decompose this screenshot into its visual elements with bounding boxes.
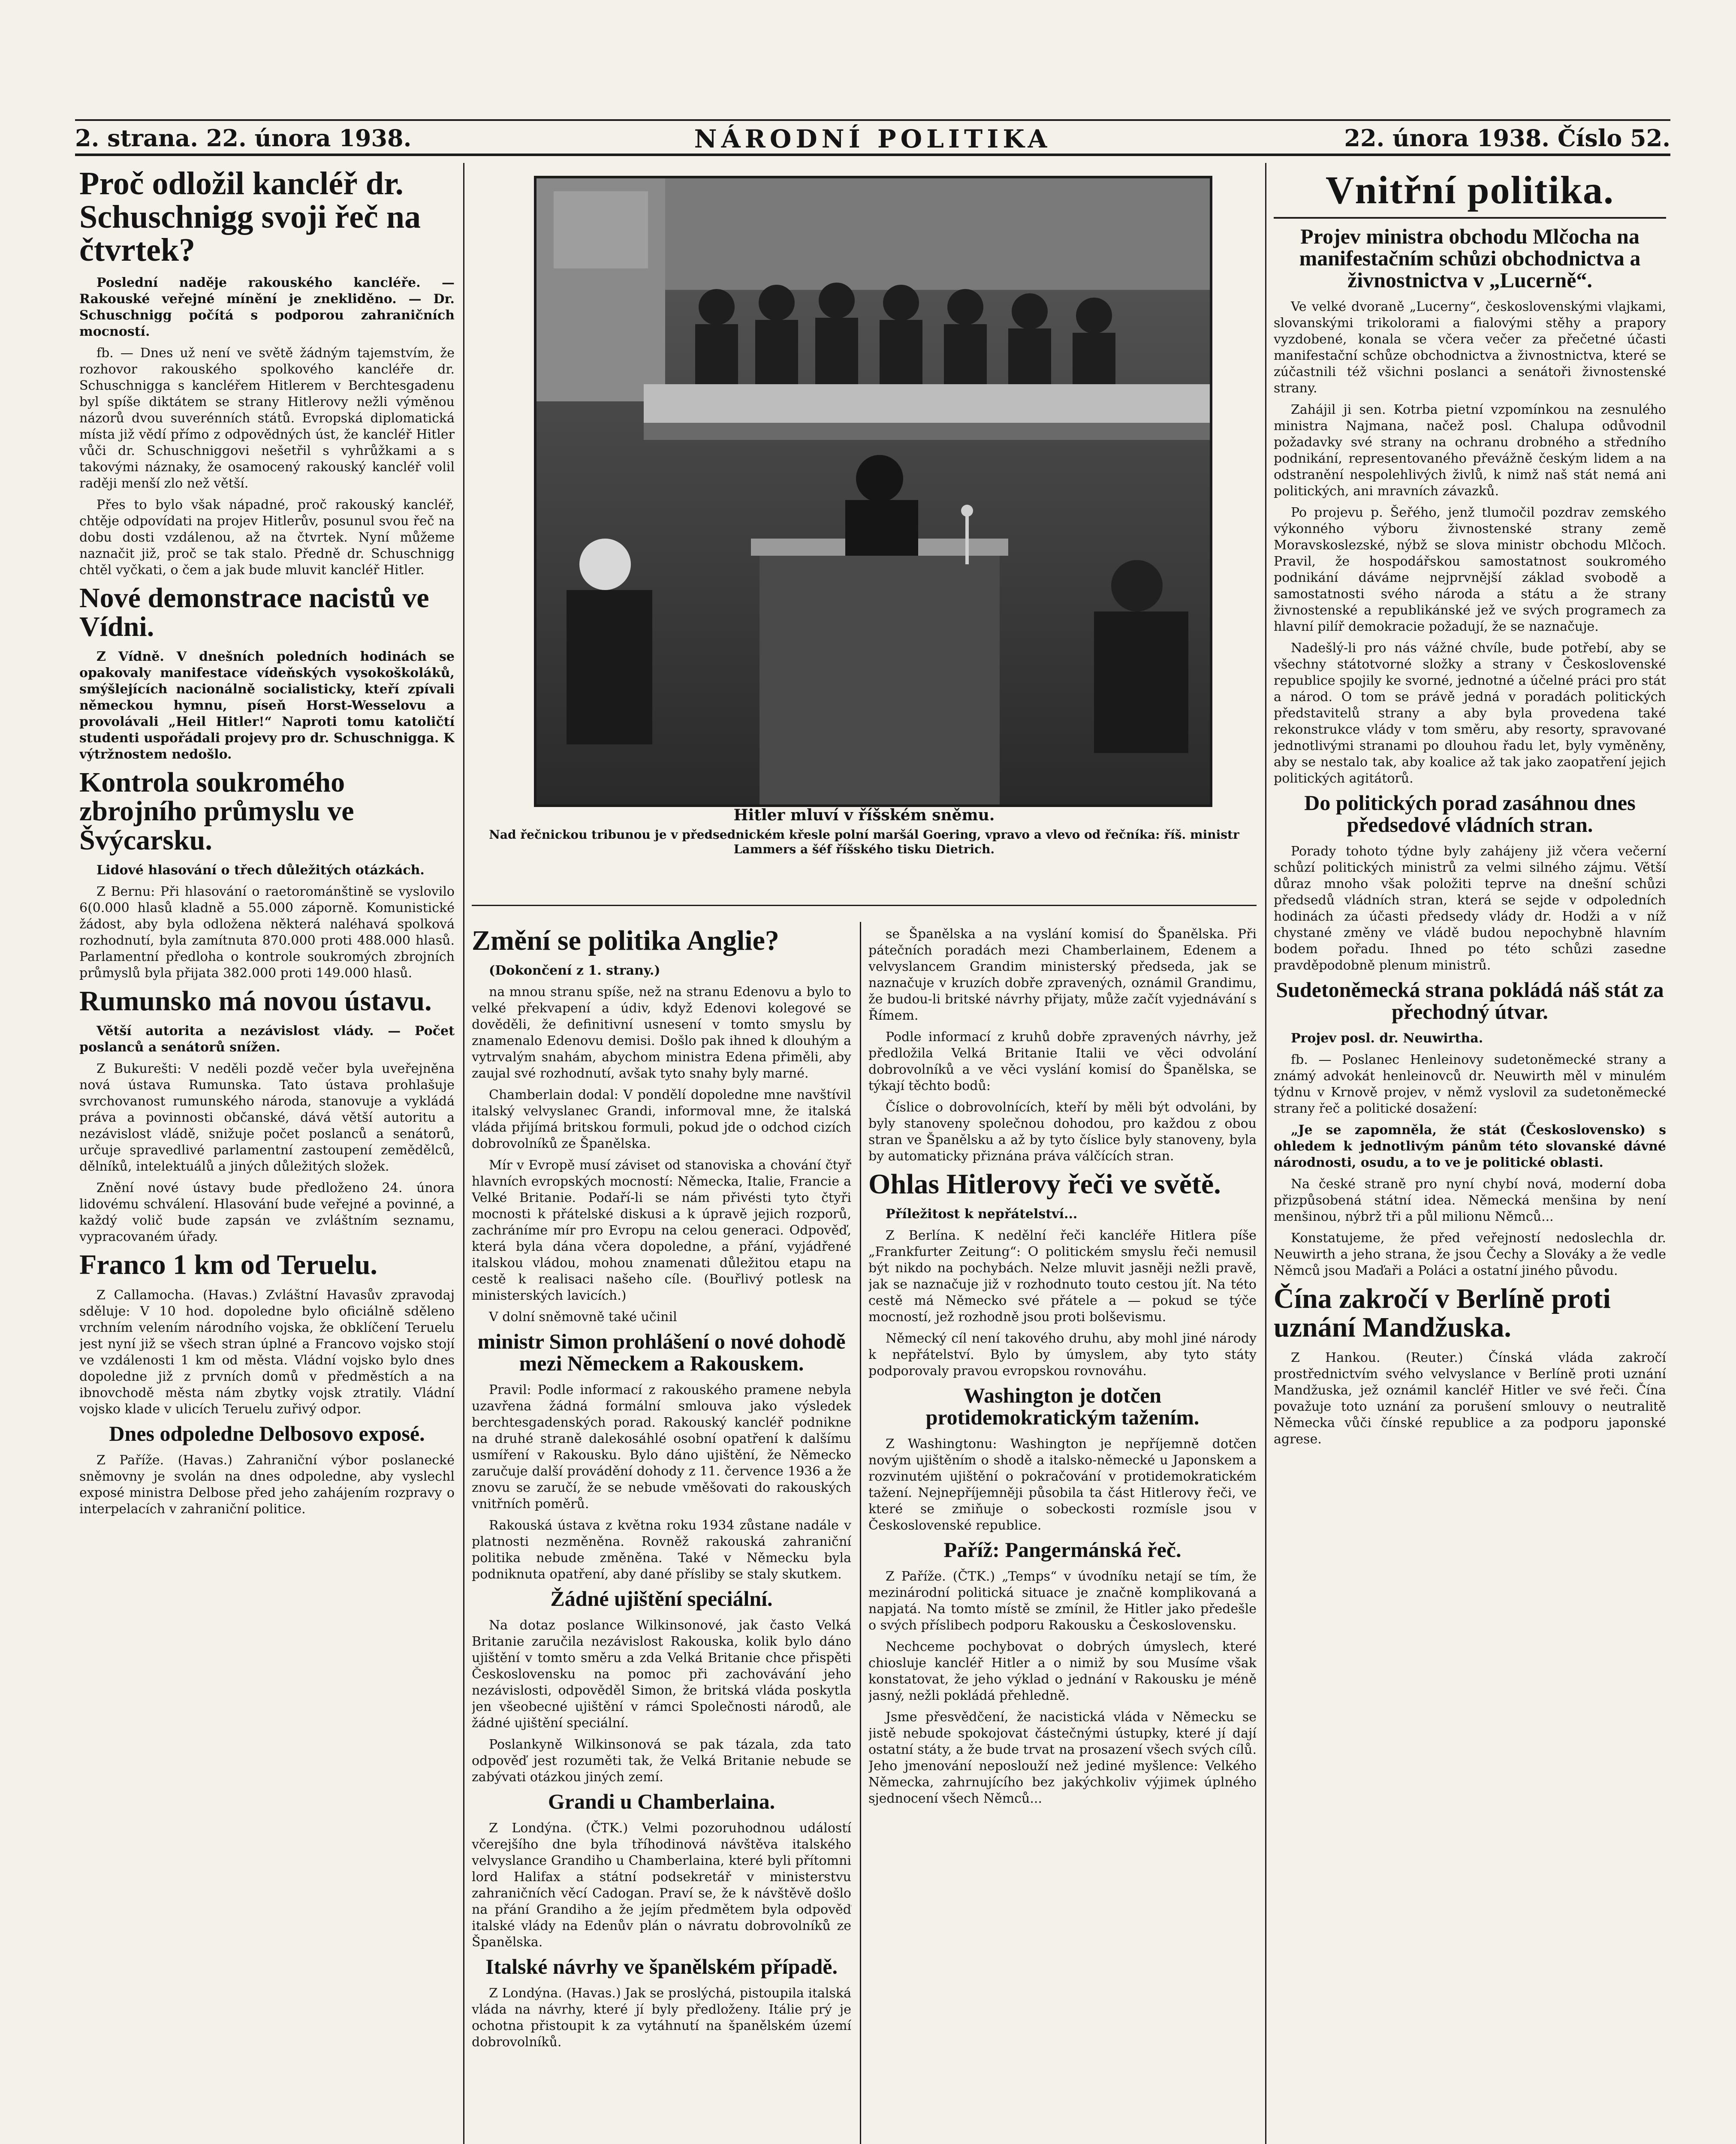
article-anglie (472, 926, 851, 1325)
paragraph: Poslankyně Wilkinsonová se pak tázala, zda tato odpověď jest rozuměti tak, že Velká Britanie nebude se zabývati otázkou jiných zemí. (472, 1737, 851, 1785)
article-swiss-arms (79, 768, 455, 982)
article-grandi (472, 1791, 851, 1951)
paragraph: Z Washingtonu: Washington je nepříjemně dotčen novým ujištěním o shodě a italsko-německé u Japonskem a rozvinutém ujištění o pokračování v protidemokratickém tažení. Nejnepříjemněji působila ta část Hitlerovy řeči, ve které se zmiňuje o sobeckosti rozmísle jsou v Československé republice. (868, 1436, 1257, 1533)
headline: Washington je dotčen protidemokratickým tažením. (925, 1383, 1200, 1430)
photo-hitler-reichstag (534, 176, 1212, 807)
paragraph: Podle informací z kruhů dobře zpravených návrhy, jež předložila Velká Britanie Italii ve věci odvolání dobrovolníků a ve věci vyslání komisí do Španělska, se týkají těchto bodů: (868, 1030, 1257, 1093)
deck: (Dokončení z 1. strany.) (489, 963, 660, 979)
article-anglie-continued (868, 926, 1257, 1165)
paragraph: Chamberlain dodal: V pondělí dopoledne mne navštívil italský velvyslanec Grandi, informoval mne, že italská vláda přijímá britskou formuli, pokud jde o odchod cizích dobrovolníků ze Španělska. (472, 1087, 851, 1152)
article-washington (868, 1385, 1257, 1534)
headline: Dnes odpoledne Delbosovo exposé. (109, 1421, 425, 1445)
paragraph: Z Paříže. (Havas.) Zahraniční výbor poslanecké sněmovny je svolán na dnes odpoledne, aby vyslechl exposé ministra Delbose před jeho zahájením rozpravy o interpelacích v zahraniční politice. (79, 1452, 455, 1517)
headline: Projev ministra obchodu Mlčocha na manifestačním schůzi obchodnictva a živnostnictva v „Lucerně“. (1299, 224, 1641, 292)
paragraph: Z Bukurešti: V neděli pozdě večer byla uveřejněna nová ústava Rumunska. Tato ústava prohlašuje svrchovanost rumunského národa, stanovuje a vykládá práva a povinnosti občanské, dává větší autoritu a nezávislost vládě, snižuje počet poslanců a senátorů, určuje spravedlivé parlamentní zastoupení zemědělců, dělníků, intelektuálů a jiných důležitých složek. (79, 1061, 455, 1174)
column-rule-3 (1265, 163, 1266, 2144)
deck: Větší autorita a nezávislost vlády. — Počet poslanců a senátorů snížen. (79, 1024, 455, 1055)
masthead-page-date: 2. strana. 22. února 1938. (75, 124, 412, 152)
article-sudetonemecka (1274, 979, 1666, 1279)
paragraph: Zahájil ji sen. Kotrba pietní vzpomínkou na zesnulého ministra Najmana, načež posl. Chalupa odůvodnil požadavky své strany na ochranu drobného a středního podnikání, representovaného převážně českým lidem a na odstranění nespolehlivých živlů, k nimž naš stát nemá ani politických, ani mravních závazků. (1274, 402, 1666, 499)
deck: Příležitost k nepřátelství... (886, 1207, 1078, 1222)
paragraph: V dolní sněmovně také učinil (489, 1310, 677, 1325)
paragraph: „Je se zapomněla, že stát (Československo) s ohledem k jednotlivým pánům této slovanské dávné národnosti, osudu, a to ve je politické oblasti. (1274, 1123, 1666, 1170)
column-rule-1 (463, 163, 464, 2144)
photo-bottom-rule (472, 905, 1257, 906)
section-rule (1274, 217, 1666, 219)
photo-caption-title: Hitler mluví v říšském sněmu. (733, 806, 995, 824)
headline: Sudetoněmecká strana pokládá náš stát za přechodný útvar. (1276, 978, 1664, 1024)
article-nazi-demonstrations (79, 584, 455, 763)
article-schuschnigg (79, 167, 455, 578)
paragraph: fb. — Poslanec Henleinovy sudetoněmecké strany a známý advokát henleinovců dr. Neuwirth měl v minulém týdnu v Krnově projev, v němž vyslovil za sudetoněmecké strany řeč a politické dosažení: (1274, 1052, 1666, 1116)
photo-illustration (536, 178, 1210, 804)
paragraph: Na české straně pro nyní chybí nová, moderní doba přizpůsobená státní idea. Německá menšina by není menšinou, nýbrž tři a půl milionu Němců... (1274, 1177, 1666, 1224)
column-1 (79, 167, 455, 2144)
paragraph: fb. — Dnes už není ve světě žádným tajemstvím, že rozhovor rakouského spolkového kancléře dr. Schuschnigga s kancléřem Hitlerem v Berchtesgadenu byl spíše diktátem se strany Hitlerovy nežli výměnou názorů dvou suverénních států. Evropská diplomatická místa již vědí přímo z odpovědných úst, že kancléř Hitler vůči dr. Schuschniggovi nešetřil s vyhrůžkami a s takovými náznaky, že osamocený rakouský kancléř volil raději menší zlo než větší. (79, 345, 455, 491)
paragraph: Po projevu p. Šeřého, jenž tlumočil pozdrav zemského výkonného výboru živnostenské strany země Moravskoslezské, nýbž se slova ministr obchodu Mlčoch. Pravil, že hospodářskou samostatnost soukromého podnikání dáváme nejprvnější základ svobodě a samostatnosti svého národa a státu a že strany živnostenské a republikánské jež ve svých programech za hlavní pilíř demokracie požadují, že se naznačuje. (1274, 505, 1666, 634)
paragraph: Z Londýna. (Havas.) Jak se proslýchá, pistoupila italská vláda na návrhy, které jí byly předloženy. Itálie prý je ochotna přistoupit k za vytáhnutí na španělském území dobrovolníků. (472, 1986, 851, 2050)
deck: Poslední naděje rakouského kancléře. — Rakouské veřejné mínění je znekliděno. — Dr. Schuschnigg počítá s podporou zahraničních mocností. (79, 275, 455, 339)
article-romania-constitution (79, 987, 455, 1245)
section-title: Vnitřní politika. (1325, 168, 1614, 212)
headline: Rumunsko má novou ústavu. (79, 985, 432, 1017)
article-mlcoch (1274, 226, 1666, 787)
paragraph: Přes to bylo však nápadné, proč rakouský kancléř, chtěje odpovídati na projev Hitlerův, posunul svou řeč na dobu dosti vzdálenou, až na čtvrtek. Nyní můžeme naznačit již, proč se tak stalo. Předně dr. Schuschnigg chtěl vyčkati, o čem a jak bude mluvit kancléř Hitler. (79, 497, 455, 578)
headline: Žádné ujištění speciální. (550, 1587, 773, 1611)
top-rule (75, 119, 1670, 121)
paragraph: se Španělska a na vyslání komisí do Španělska. Při pátečních poradách mezi Chamberlainem, Edenem a velvyslancem Grandim ministerský předseda, jak se naznačuje v kruzích dobře zpravených, oznámil Grandimu, že budou-li britské návrhy přijaty, může začít vyjednávání s Římem. (868, 927, 1257, 1023)
paragraph: Nechceme pochybovat o dobrých úmyslech, které chiosluje kancléř Hitler a o nimiž by sou Musíme však konstatovat, že jeho výklad o jednání v Rakousku je méně jasný, nežli pokládá přehledně. (868, 1639, 1257, 1704)
headline: Nové demonstrace nacistů ve Vídni. (79, 582, 429, 642)
paragraph: Pravil: Podle informací z rakouského pramene nebyla uzavřena žádná formální smlouva jako výsledek berchtesgadenských porad. Rakouský kancléř podnikne na druhé straně dalekosáhlé osobní opatření k dalšímu usmíření v Rakousku. Bylo dáno ujištění, že Německo zaručuje další provádění dohody z 11. července 1936 a že znovu se zaručí, že se nebude vměšovati do rakouských vnitřních poměrů. (472, 1382, 851, 1512)
article-delbos (79, 1423, 455, 1518)
article-porady (1274, 792, 1666, 974)
deck: Lidové hlasování o třech důležitých otázkách. (96, 863, 425, 878)
headline: Ohlas Hitlerovy řeči ve světě. (868, 1168, 1221, 1200)
headline: Změní se politika Anglie? (472, 926, 779, 956)
article-ohlas (868, 1170, 1257, 1379)
paragraph: Mír v Evropě musí záviset od stanoviska a chování čtyř hlavních evropských mocností: Německa, Italie, Francie a Velké Britanie. Podaří-li se nám přivésti tyto čtyři mocnosti k přátelské diskusi a k úpravě jejich rozporů, zachráníme mír pro Evropu na celou generaci. Odpověď, která byla dána včera dopoledne, a přání, vyjádřené italskou vládou, mohou znamenati důležitou etapu na cestě k realisaci našeho cíle. (Bouřlivý potlesk na ministerských lavicích.) (472, 1158, 851, 1304)
headline: Grandi u Chamberlaina. (548, 1789, 775, 1814)
column-2 (472, 926, 851, 2144)
deck: Projev posl. dr. Neuwirtha. (1291, 1031, 1483, 1046)
paragraph: Jsme přesvědčení, že nacistická vláda v Německu se jistě nebude spokojovat částečnými ústupky, které jí dají ostatní státy, a že bude trvat na prosazení všech svých cílů. Jeho jmenování neposlouží než jediné myšlence: Velkého Německa, zahrnujícího bez jakýchkoliv výjimek úplného sjednocení všech Němců... (868, 1710, 1257, 1807)
newspaper-title: NÁRODNÍ POLITIKA (694, 124, 1052, 154)
paragraph: Z Londýna. (ČTK.) Velmi pozoruhodnou událostí včerejšího dne byla tříhodinová návštěva italského velvyslance Grandiho u Chamberlaina, které byli přítomni lord Halifax a státní podsekretář v ministerstvu zahraničních věcí Cadogan. Praví se, že k návštěvě došlo na přání Grandiho a že jejím předmětem byla odpověď italské vlády na Edenův plán o návratu dobrovolníků ze Španělska. (472, 1821, 851, 1950)
masthead (75, 124, 1670, 154)
paragraph: na mnou stranu spíše, než na stranu Edenovu a bylo to velké překvapení a údiv, když Edenovi kolegové se dověděli, že definitivní usnesení v tomto smyslu by znamenalo Edenovu demisi. Došlo pak ihned k dlouhým a vytrvalým snahám, abychom ministra Edena přiměli, aby zaujal své rozhodnutí, avšak tyto snahy byly marné. (472, 985, 851, 1081)
headline: ministr Simon prohlášení o nové dohodě mezi Německem a Rakouskem. (477, 1329, 846, 1376)
column-4 (1274, 167, 1666, 2144)
headline: Čína zakročí v Berlíně proti uznání Mandžuska. (1274, 1283, 1611, 1343)
paragraph: Z Hankou. (Reuter.) Čínská vláda zakročí prostřednictvím svého velvyslance v Berlíně proti uznání Mandžuska, jež oznámil kancléř Hitler ve své řeči. Čína považuje toto uznání za porušení smlouvy o neutralitě Německa vůči čínské republice a za podporu japonské agrese. (1274, 1350, 1666, 1447)
headline: Italské návrhy ve španělském případě. (485, 1954, 838, 1979)
paragraph: Konstatujeme, že před veřejností nedoslechla dr. Neuwirth a jeho strana, že jsou Čechy a Slováky a že vedle Němců jsou Maďaři a Poláci a ostatní jiného původu. (1274, 1231, 1666, 1278)
article-franco-teruel (79, 1250, 455, 1417)
paragraph: Německý cíl není takového druhu, aby mohl jiné národy k nepřátelství. Bylo by úmyslem, aby tyto státy podporovaly pravou evropskou rovnováhu. (868, 1331, 1257, 1379)
headline: Do politických porad zasáhnou dnes předsedové vládních stran. (1304, 791, 1636, 837)
headline: Paříž: Pangermánská řeč. (943, 1538, 1181, 1562)
paragraph: Znění nové ústavy bude předloženo 24. února lidovému schválení. Hlasování bude veřejné a povinné, a každý volič bude zapsán ve zvláštním seznamu, vypracovaném úřady. (79, 1180, 455, 1245)
article-italske-navrhy (472, 1956, 851, 2051)
paragraph: Z Berlína. K nedělní řeči kancléře Hitlera píše „Frankfurter Zeitung“: O politickém smyslu řeči nemusil být nikdo na pochybách. Nelze mluvit jasněji nežli pravě, jak se naznačuje již v rozhodnuto touto cestou jít. Na této cestě má Německo své přátele a — pokud se týče mocností, jež rozhodně jsou proti bolševismu. (868, 1228, 1257, 1325)
article-pariz (868, 1539, 1257, 1807)
column-3 (868, 926, 1257, 2144)
article-simon (472, 1331, 851, 1583)
headline: Proč odložil kancléř dr. Schuschnigg svoji řeč na čtvrtek? (79, 167, 421, 268)
masthead-issue: 22. února 1938. Číslo 52. (1344, 124, 1670, 152)
paragraph: Z Vídně. V dnešních poledních hodinách se opakovaly manifestace vídeňských vysokoškoláků, smýšlejících nacionálně socialisticky, kteří zpívali německou hymnu, píseň Horst-Wesselovu a provolávali „Heil Hitler!“ Naproti tomu katoličtí studenti uspořádali projevy pro dr. Schuschnigga. K výtržnostem nedošlo. (79, 649, 455, 762)
paragraph: Ve velké dvoraně „Lucerny“, československými vlajkami, slovanskými trikolorami a fialovými stěhy a prapory vyzdobené, konala se včera večer za přečetné účasti manifestační schůze obchodnictva a živnostnictva, které se zúčastnili též všichni poslanci a senátoři živnostenské strany. (1274, 299, 1666, 396)
paragraph: Číslice o dobrovolnících, kteří by měli být odvoláni, by byly stanoveny společnou dohodou, pro každou z obou stran ve Španělsku a až by tyto číslice byly stanoveny, byla by automaticky přiznána práva válčících stran. (868, 1100, 1257, 1164)
column-rule-2 (860, 922, 861, 2144)
article-cina (1274, 1284, 1666, 1448)
paragraph: Porady tohoto týdne byly zahájeny již včera večerní schůzí politických ministrů za velmi silného zájmu. Větší důraz mnoho však položiti teprve na dnešní schůzi předsedů vládních stran, která se sejde v odpoledních hodinách za účasti předsedy vlády dr. Hodži a v níž chystané změny ve vládě budou nepochybně hlavním bodem pořadu. Ihned po této schůzi zasedne pravděpodobně plenum ministrů. (1274, 844, 1666, 973)
headline: Kontrola soukromého zbrojního průmyslu ve Švýcarsku. (79, 767, 354, 856)
paragraph: Na dotaz poslance Wilkinsonové, jak často Velká Britanie zaručila nezávislost Rakouska, kolik bylo dáno ujištění v tomto směru a zda Velká Britanie chce přispěti Československu na pomoc při zachovávání jeho nezávislosti, odpověděl Simon, že britská vláda poskytla jen všeobecné ujištění v rámci Společnosti národů, ale žádné ujištění speciální. (472, 1618, 851, 1731)
article-zadne-ujisteni (472, 1588, 851, 1786)
paragraph: Rakouská ústava z května roku 1934 zůstane nadále v platnosti nezměněna. Rovněž rakouská zahraniční politika nebude změněna. Také v Německu byla podniknuta opatření, aby dané přísliby se staly skutkem. (472, 1518, 851, 1582)
masthead-rule (75, 154, 1670, 156)
paragraph: Z Callamocha. (Havas.) Zvláštní Havasův zpravodaj sděluje: V 10 hod. dopoledne bylo oficiálně sděleno vrchním velením národního vojska, že obklíčení Teruelu jest nyní již se všech stran úplné a Francovo vojsko stojí ve vzdálenosti 1 km od města. Vládní vojsko bylo dnes dopoledne již z prvních domů v předměstích a na ibnovchodě města nám zbytky vojsk ztratily. Vládní vojsko klade v ulicích Teruelu zuřivý odpor. (79, 1287, 455, 1417)
paragraph: Z Paříže. (ČTK.) „Temps“ v úvodníku netají se tím, že mezinárodní politická situace je značně komplikovaná a napjatá. Na tomto místě se zmínil, že Hitler jako předešle o svých příslibech podporu Rakousku a Československu. (868, 1569, 1257, 1633)
paragraph: Z Bernu: Při hlasování o raetorománštině se vyslovilo 6(0.000 hlasů kladně a 55.000 záporně. Komunistické žádost, aby byla odložena některá naléhavá spolková rozhodnutí, byla zamítnuta 870.000 proti 488.000 hlasů. Parlamentní předloha o kontrole soukromých zbrojních průmyslů byla přijata 382.000 proti 149.000 hlasů. (79, 884, 455, 981)
paragraph: Nadešlý-li pro nás vážné chvíle, bude potřebí, aby se všechny státotvorné složky a strany v Československé republice spojily ke svorné, jednotné a účelné práci pro stát a národ. O tom se právě jedná v poradách politických představitelů strany a aby byla provedena také rekonstrukce vlády v tom směru, aby resorty, spravované jednotlivými stranami po dlouhou řadu let, byly vyměněny, aby se nestalo tak, aby koalice až tak jako zaopatření jejich politických agitátorů. (1274, 641, 1666, 786)
headline: Franco 1 km od Teruelu. (79, 1249, 377, 1281)
photo-caption: Nad řečnickou tribunou je v předsednickém křesle polní maršál Goering, vpravo a vlevo od řečníka: říš. ministr Lammers a šéf říšského tisku Dietrich. (489, 828, 1239, 856)
